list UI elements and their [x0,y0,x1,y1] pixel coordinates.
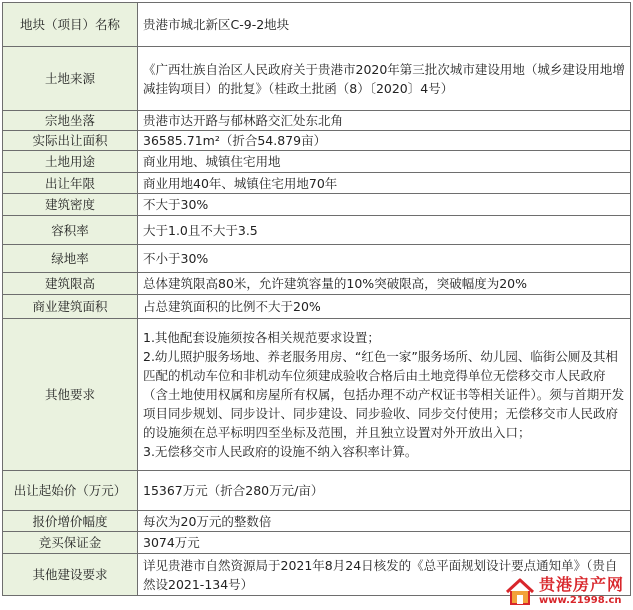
table-row [3,47,631,111]
row-value-far: 大于1.0且不大于3.5 [138,216,631,245]
watermark-url: www.21998.cn [539,595,622,606]
row-label-deposit: 竞买保证金 [3,532,138,554]
row-label-bid-increment: 报价增价幅度 [3,511,138,532]
requirement-item-1: 1.其他配套设施须按各相关规范要求设置； [143,330,380,345]
row-label-land-use: 土地用途 [3,151,138,173]
site-watermark [503,572,631,610]
row-label-building-density: 建筑密度 [3,194,138,216]
row-value-green-ratio: 不小于30% [138,245,631,273]
watermark-name: 贵港房产网 [539,575,625,594]
row-value-building-density: 不大于30% [138,194,631,216]
row-label-term: 出让年限 [3,173,138,194]
requirement-item-2: 2.幼儿照护服务场地、养老服务用房、“红色一家”服务场所、幼儿园、临街公厕及其相匹配的机动车位和非机动车位须建成验收合格后由土地竞得单位无偿移交市人民政府（含土地使用权属和房屋所有权属，包括办理不动产权证书等相关证件）。须与首期开发项目同步规划、同步设计、同步建设、同步验收、同步交付使用；无偿移交市人民政府的设施须在总平标明四至坐标及范围，并且独立设置对外开放出入口； [143,349,625,440]
row-label-parcel-name: 地块（项目）名称 [3,3,138,47]
table-row [3,216,631,245]
table-row [3,3,631,47]
row-value-commercial-area: 占总建筑面积的比例不大于20% [138,295,631,319]
row-label-height-limit: 建筑限高 [3,273,138,295]
table-row [3,151,631,173]
row-label-location: 宗地坐落 [3,111,138,131]
row-label-green-ratio: 绿地率 [3,245,138,273]
row-value-starting-price: 15367万元（折合280万元/亩） [138,471,631,511]
house-logo-icon [503,574,537,608]
row-label-other-requirements: 其他要求 [3,319,138,471]
row-label-far: 容积率 [3,216,138,245]
table-row [3,295,631,319]
row-value-parcel-name: 贵港市城北新区C-9-2地块 [138,3,631,47]
land-info-table [2,2,631,596]
table-row [3,511,631,532]
row-label-transfer-area: 实际出让面积 [3,131,138,151]
row-value-land-source: 《广西壮族自治区人民政府关于贵港市2020年第三批次城市建设用地（城乡建设用地增减挂钩项目）的批复》（桂政土批函（8）〔2020〕4号） [138,47,631,111]
row-value-height-limit: 总体建筑限高80米，允许建筑容量的10%突破限高，突破幅度为20% [138,273,631,295]
row-value-other-construction: 详见贵港市自然资源局于2021年8月24日核发的《总平面规划设计要点通知单》（贵自然设2021-134号） [138,554,631,596]
table-row [3,319,631,471]
table-row [3,245,631,273]
row-label-other-construction: 其他建设要求 [3,554,138,596]
row-value-transfer-area: 36585.71m²（折合54.879亩） [138,131,631,151]
row-value-other-requirements [138,319,631,471]
row-value-bid-increment: 每次为20万元的整数倍 [138,511,631,532]
table-row [3,273,631,295]
table-row [3,173,631,194]
table-row [3,532,631,554]
requirement-item-3: 3.无偿移交市人民政府的设施不纳入容积率计算。 [143,444,418,459]
row-label-starting-price: 出让起始价（万元） [3,471,138,511]
table-row [3,194,631,216]
table-row [3,471,631,511]
row-label-land-source: 土地来源 [3,47,138,111]
table-row [3,111,631,131]
row-label-commercial-area: 商业建筑面积 [3,295,138,319]
row-value-term: 商业用地40年、城镇住宅用地70年 [138,173,631,194]
row-value-land-use: 商业用地、城镇住宅用地 [138,151,631,173]
row-value-deposit: 3074万元 [138,532,631,554]
row-value-location: 贵港市达开路与郁林路交汇处东北角 [138,111,631,131]
table-row [3,131,631,151]
watermark-text [539,575,624,607]
